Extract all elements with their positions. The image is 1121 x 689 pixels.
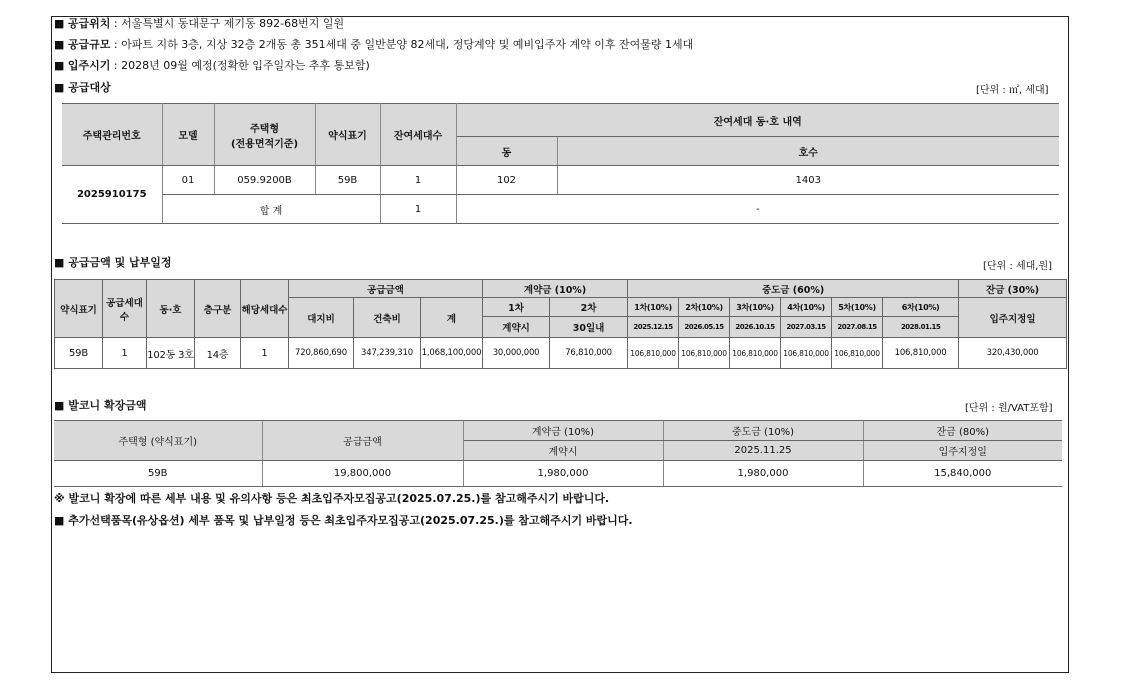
h-c1-when: 계약시 xyxy=(483,317,550,338)
r-units: 1 xyxy=(241,338,289,369)
bh-contract-when: 계약시 xyxy=(463,441,663,461)
total-remaining: 1 xyxy=(380,195,456,224)
r-land: 720,860,690 xyxy=(289,338,354,369)
h-m6: 6차(10%) xyxy=(883,298,959,317)
br-contract: 1,980,000 xyxy=(463,461,663,487)
total-detail: - xyxy=(456,195,1059,224)
bullet-icon: ■ xyxy=(54,81,65,94)
cell-model: 01 xyxy=(162,166,214,195)
h-abbr: 약식표기 xyxy=(55,280,103,338)
payment-title-text: 공급금액 및 납부일정 xyxy=(68,256,172,269)
payment-title xyxy=(54,254,172,270)
cell-abbr: 59B xyxy=(315,166,380,195)
h-c2-when: 30일내 xyxy=(550,317,628,338)
header-type xyxy=(214,104,315,166)
header-dong: 동 xyxy=(456,137,557,166)
header-mgmt-no: 주택관리번호 xyxy=(62,104,162,166)
bh-balance-when: 입주지정일 xyxy=(863,441,1062,461)
h-c2: 2차 xyxy=(550,298,628,317)
h-m1-date: 2025.12.15 xyxy=(628,317,679,338)
supply-target-title-text: 공급대상 xyxy=(68,81,111,94)
h-balance-when: 입주지정일 xyxy=(959,298,1067,338)
bh-balance: 잔금 (80%) xyxy=(863,421,1062,441)
header-ho: 호수 xyxy=(557,137,1059,166)
h-m4: 4차(10%) xyxy=(781,298,832,317)
r-m6: 106,810,000 xyxy=(883,338,959,369)
r-sum: 1,068,100,000 xyxy=(421,338,483,369)
header-abbr: 약식표기 xyxy=(315,104,380,166)
move-in-text: : 2028년 09월 예정(정확한 입주일자는 추후 통보함) xyxy=(110,59,370,72)
h-land: 대지비 xyxy=(289,298,354,338)
supply-scale-label: 공급규모 xyxy=(67,38,111,51)
h-balance: 잔금 (30%) xyxy=(959,280,1067,298)
cell-dong: 102 xyxy=(456,166,557,195)
r-c1: 30,000,000 xyxy=(483,338,550,369)
br-mid: 1,980,000 xyxy=(663,461,863,487)
cell-mgmt-no: 2025910175 xyxy=(62,166,162,224)
h-m3-date: 2026.10.15 xyxy=(730,317,781,338)
balcony-unit: [단위 : 원/VAT포함] xyxy=(965,403,1053,414)
r-supply-units: 1 xyxy=(103,338,147,369)
cell-remaining: 1 xyxy=(380,166,456,195)
r-abbr: 59B xyxy=(55,338,103,369)
bh-type: 주택형 (약식표기) xyxy=(54,421,262,461)
move-in-line xyxy=(54,59,370,73)
h-c1: 1차 xyxy=(483,298,550,317)
header-remaining-detail: 잔여세대 동·호 내역 xyxy=(456,104,1059,137)
payment-table xyxy=(54,279,1067,369)
h-sum: 계 xyxy=(421,298,483,338)
h-m2: 2차(10%) xyxy=(679,298,730,317)
balcony-title xyxy=(54,397,146,413)
option-note: ■ 추가선택품목(유상옵션) 세부 품목 및 납부일정 등은 최초입주자모집공고(2025.07.25.)를 참고해주시기 바랍니다. xyxy=(54,514,633,527)
r-m4: 106,810,000 xyxy=(781,338,832,369)
br-price: 19,800,000 xyxy=(262,461,463,487)
header-remaining: 잔여세대수 xyxy=(380,104,456,166)
h-mid: 중도금 (60%) xyxy=(628,280,959,298)
r-m3: 106,810,000 xyxy=(730,338,781,369)
cell-type: 059.9200B xyxy=(214,166,315,195)
r-m1: 106,810,000 xyxy=(628,338,679,369)
h-m5-date: 2027.08.15 xyxy=(832,317,883,338)
supply-target-unit: [단위 : ㎡, 세대] xyxy=(976,85,1049,96)
h-m2-date: 2026.05.15 xyxy=(679,317,730,338)
supply-target-table xyxy=(62,103,1059,224)
header-model: 모델 xyxy=(162,104,214,166)
bh-mid-when: 2025.11.25 xyxy=(663,441,863,461)
h-building: 건축비 xyxy=(354,298,421,338)
h-m1: 1차(10%) xyxy=(628,298,679,317)
r-c2: 76,810,000 xyxy=(550,338,628,369)
bullet-icon: ■ xyxy=(54,17,65,30)
h-supply-units: 공급세대수 xyxy=(103,280,147,338)
h-floor: 층구분 xyxy=(195,280,241,338)
supply-scale-text: : 아파트 지하 3층, 지상 32층 2개동 총 351세대 중 일반분양 82세대, 정당계약 및 예비입주자 계약 이후 잔여물량 1세대 xyxy=(110,38,694,51)
bullet-icon: ■ xyxy=(54,399,65,412)
balcony-title-text: 발코니 확장금액 xyxy=(68,399,147,412)
bullet-icon: ■ xyxy=(54,59,65,72)
payment-unit: [단위 : 세대,원] xyxy=(983,261,1053,272)
h-m6-date: 2028.01.15 xyxy=(883,317,959,338)
header-type-main: 주택형 xyxy=(250,123,279,135)
supply-target-title xyxy=(54,79,111,95)
supply-location-line xyxy=(54,17,344,31)
supply-location-text: : 서울특별시 동대문구 제기동 892-68번지 일원 xyxy=(110,17,345,30)
h-supply-price: 공급금액 xyxy=(289,280,483,298)
balcony-note: ※ 발코니 확장에 따른 세부 내용 및 유의사항 등은 최초입주자모집공고(2025.07.25.)를 참고해주시기 바랍니다. xyxy=(54,492,610,505)
balcony-table xyxy=(54,420,1062,487)
h-m4-date: 2027.03.15 xyxy=(781,317,832,338)
cell-ho: 1403 xyxy=(557,166,1059,195)
r-building: 347,239,310 xyxy=(354,338,421,369)
r-m5: 106,810,000 xyxy=(832,338,883,369)
total-label: 합 계 xyxy=(162,195,380,224)
move-in-label: 입주시기 xyxy=(67,59,111,72)
h-m5: 5차(10%) xyxy=(832,298,883,317)
h-contract: 계약금 (10%) xyxy=(483,280,628,298)
supply-scale-line xyxy=(54,38,693,52)
br-type: 59B xyxy=(54,461,262,487)
r-m2: 106,810,000 xyxy=(679,338,730,369)
bullet-icon: ■ xyxy=(54,38,65,51)
bh-mid: 중도금 (10%) xyxy=(663,421,863,441)
h-m3: 3차(10%) xyxy=(730,298,781,317)
r-dong-ho: 102동 3호 xyxy=(147,338,195,369)
r-balance: 320,430,000 xyxy=(959,338,1067,369)
h-units: 해당세대수 xyxy=(241,280,289,338)
bullet-icon: ■ xyxy=(54,256,65,269)
br-balance: 15,840,000 xyxy=(863,461,1062,487)
h-dong-ho: 동·호 xyxy=(147,280,195,338)
bh-contract: 계약금 (10%) xyxy=(463,421,663,441)
bh-price: 공급금액 xyxy=(262,421,463,461)
r-floor: 14층 xyxy=(195,338,241,369)
header-type-sub: (전용면적기준) xyxy=(230,138,299,150)
supply-location-label: 공급위치 xyxy=(67,17,111,30)
